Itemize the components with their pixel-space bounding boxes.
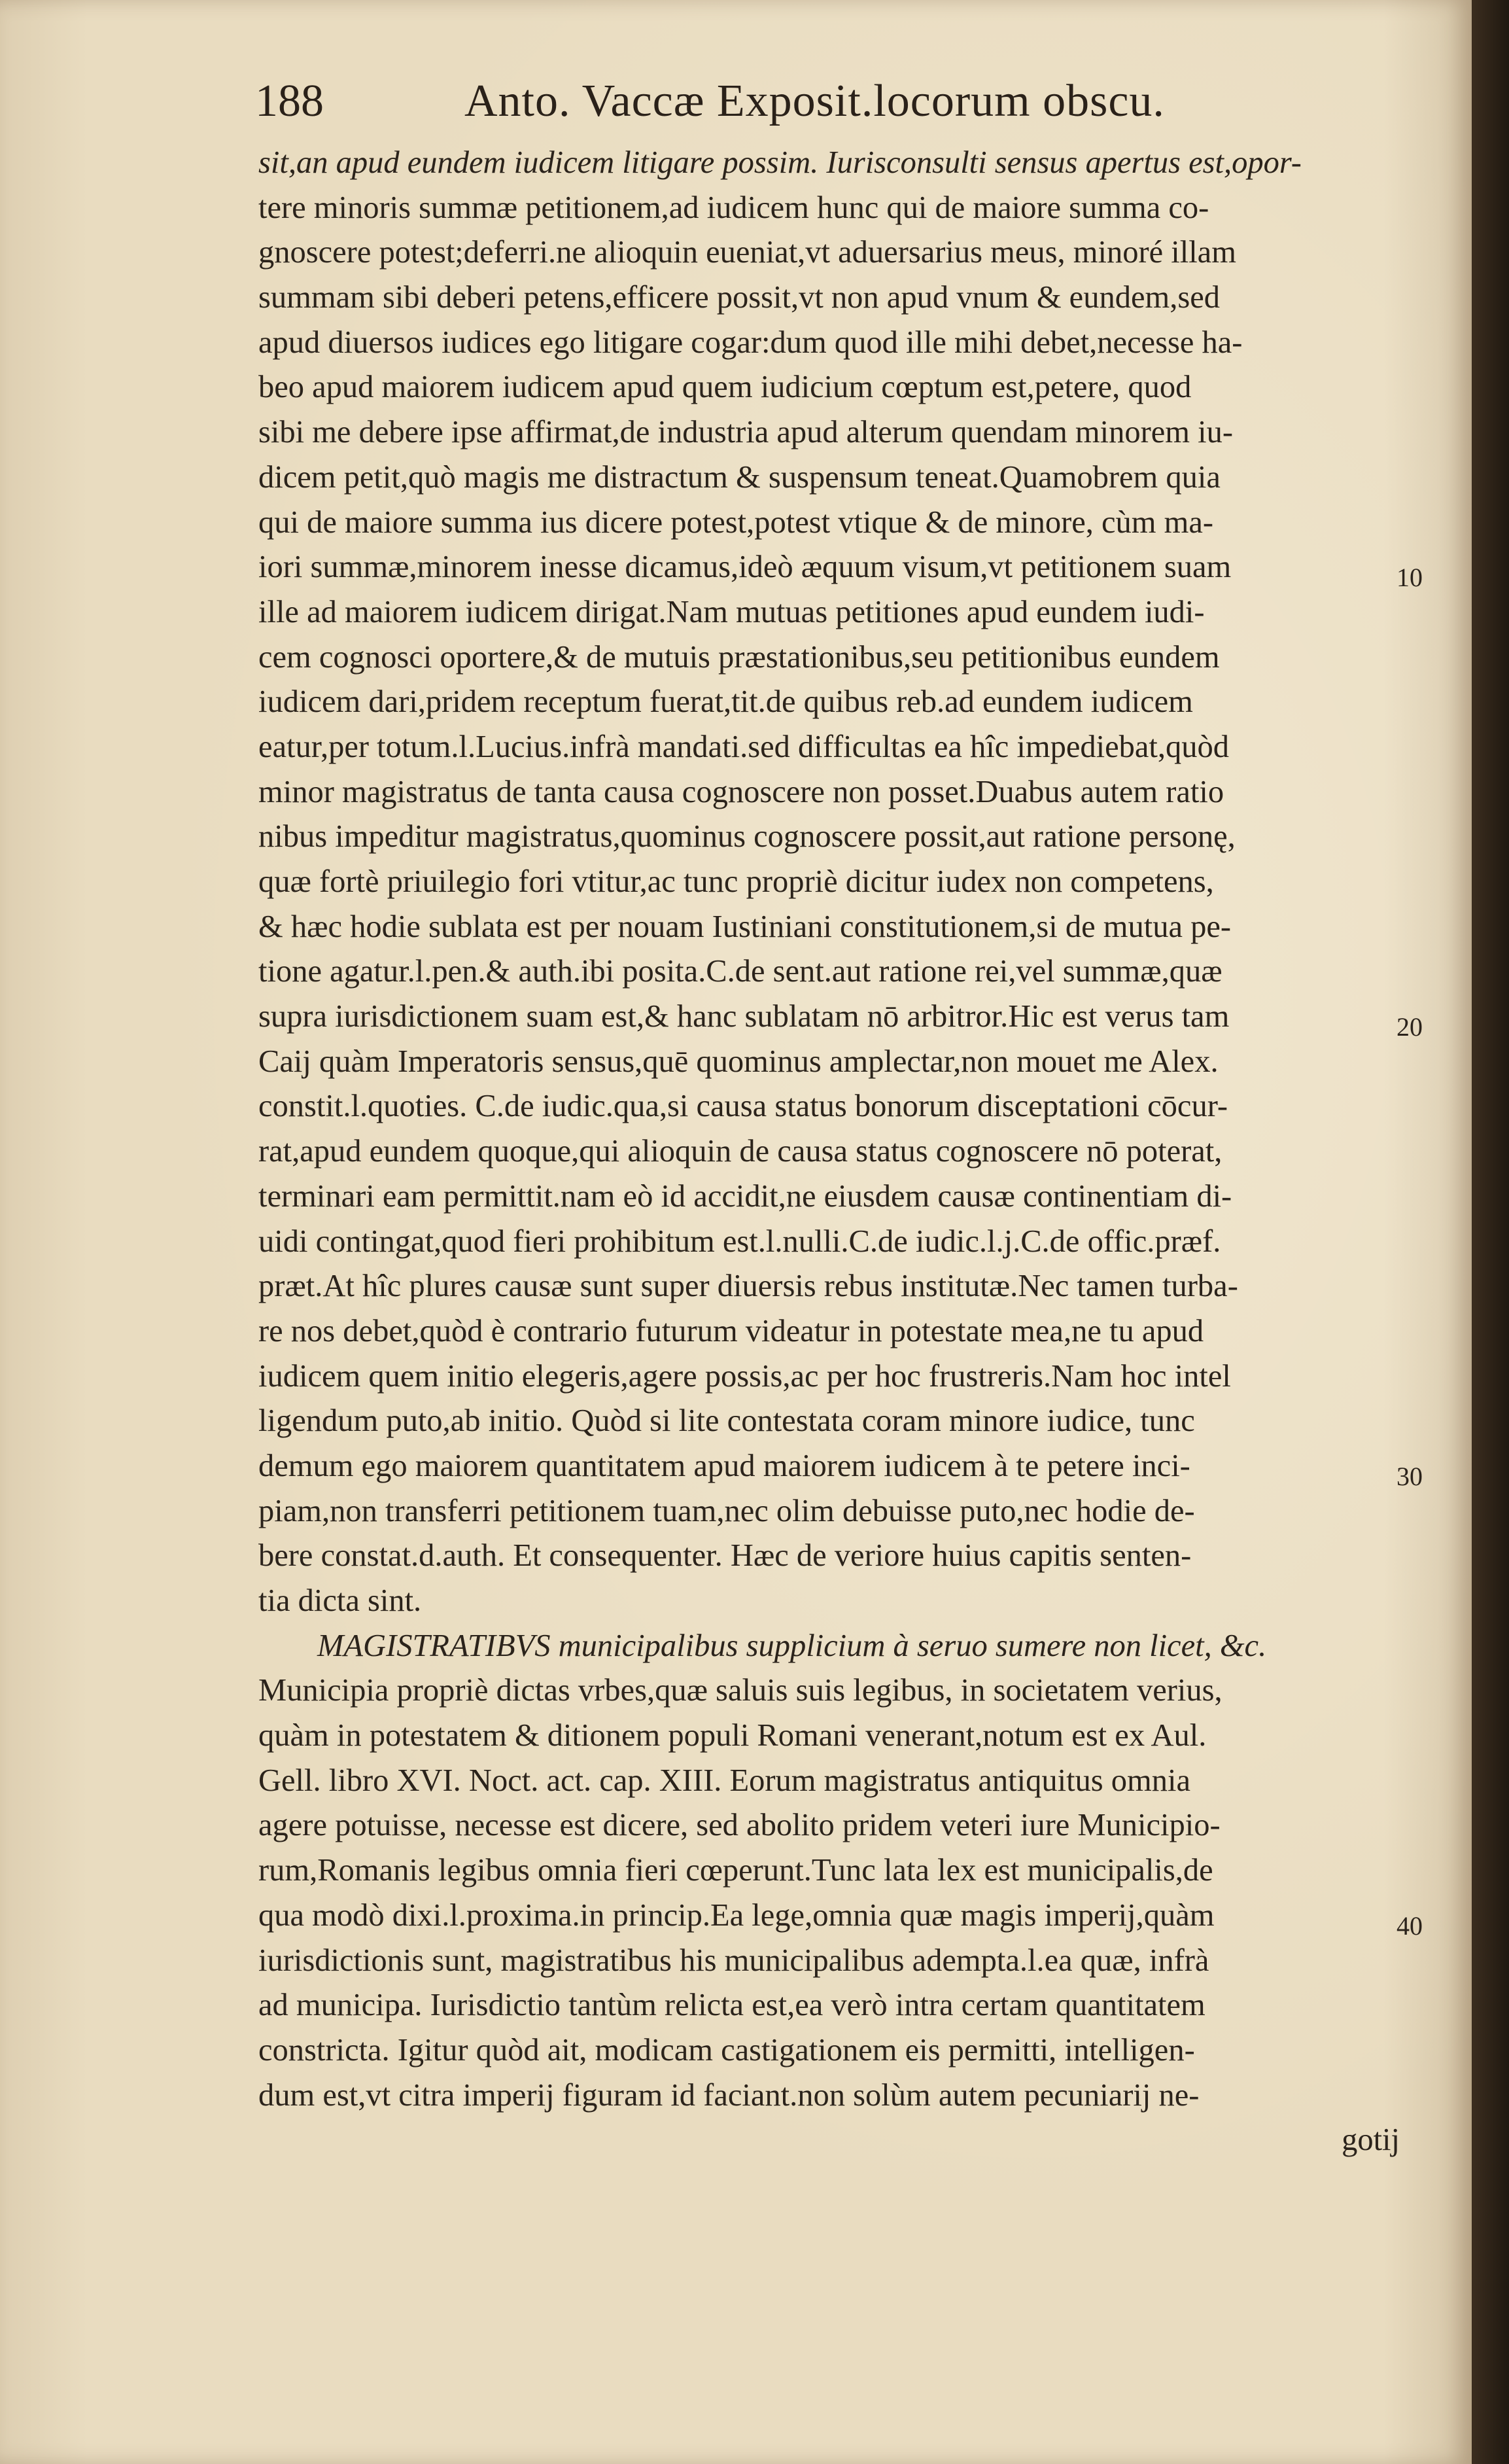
- section-heading-line: MAGISTRATIBVS municipalibus supplicium à seruo sumere non licet, &c.: [317, 1628, 1267, 1663]
- text-line: constit.l.quoties. C.de iudic.qua,si causa status bonorum disceptationi cōcur-: [258, 1089, 1228, 1124]
- text-line: piam,non transferri petitionem tuam,nec olim debuisse puto,nec hodie de-: [258, 1493, 1195, 1528]
- text-line: præt.At hîc plures causæ sunt super diuersis rebus institutæ.Nec tamen turba-: [258, 1269, 1238, 1304]
- text-line: iurisdictionis sunt, magistratibus his municipalibus adempta.l.ea quæ, infrà: [258, 1943, 1209, 1978]
- book-spine-edge: [1472, 0, 1509, 2464]
- text-line: rat,apud eundem quoque,qui alioquin de causa status cognoscere nō poterat,: [258, 1134, 1223, 1169]
- line-number-20: 20: [1396, 1012, 1423, 1042]
- text-line: qua modò dixi.l.proxima.in princip.Ea lege,omnia quæ magis imperij,quàm: [258, 1897, 1215, 1933]
- text-line: quæ fortè priuilegio fori vtitur,ac tunc propriè dicitur iudex non competens,: [258, 864, 1214, 899]
- text-line: minor magistratus de tanta causa cognoscere non posset.Duabus autem ratio: [258, 774, 1224, 809]
- text-line: summam sibi deberi petens,efficere possit,vt non apud vnum & eundem,sed: [258, 280, 1220, 315]
- text-line: ad municipa. Iurisdictio tantùm relicta est,ea verò intra certam quantitatem: [258, 1988, 1205, 2023]
- text-line: sibi me debere ipse affirmat,de industria apud alterum quendam minorem iu-: [258, 415, 1234, 450]
- text-line: uidi contingat,quod fieri prohibitum est.l.nulli.C.de iudic.l.j.C.de offic.præf.: [258, 1223, 1221, 1259]
- text-line: iudicem quem initio elegeris,agere possis,ac per hoc frustreris.Nam hoc intel: [258, 1358, 1231, 1394]
- line-number-40: 40: [1396, 1911, 1423, 1941]
- text-line: supra iurisdictionem suam est,& hanc sublatam nō arbitror.Hic est verus tam: [258, 999, 1230, 1034]
- line-number-30: 30: [1396, 1462, 1423, 1491]
- text-line: ligendum puto,ab initio. Quòd si lite contestata coram minore iudice, tunc: [258, 1403, 1195, 1439]
- text-line: constricta. Igitur quòd ait, modicam castigationem eis permitti, intelligen-: [258, 2032, 1195, 2068]
- text-line: rum,Romanis legibus omnia fieri cœperunt.Tunc lata lex est municipalis,de: [258, 1853, 1213, 1888]
- text-line: demum ego maiorem quantitatem apud maiorem iudicem à te petere inci-: [258, 1448, 1190, 1483]
- page-header: [255, 72, 1380, 131]
- text-line: ille ad maiorem iudicem dirigat.Nam mutuas petitiones apud eundem iudi-: [258, 594, 1205, 629]
- text-line: eatur,per totum.l.Lucius.infrà mandati.sed difficultas ea hîc impediebat,quòd: [258, 729, 1230, 764]
- line-number-10: 10: [1396, 563, 1423, 592]
- text-line: re nos debet,quòd è contrario futurum videatur in potestate mea,ne tu apud: [258, 1313, 1204, 1348]
- text-line: tia dicta sint.: [258, 1583, 422, 1618]
- text-line: tere minoris summæ petitionem,ad iudicem hunc qui de maiore summa co-: [258, 190, 1209, 225]
- text-line: agere potuisse, necesse est dicere, sed abolito pridem veteri iure Municipio-: [258, 1808, 1221, 1843]
- text-line: bere constat.d.auth. Et consequenter. Hæc de veriore huius capitis senten-: [258, 1538, 1192, 1574]
- text-line: cem cognosci oportere,& de mutuis præstationibus,seu petitionibus eundem: [258, 639, 1220, 675]
- text-line: iudicem dari,pridem receptum fuerat,tit.de quibus reb.ad eundem iudicem: [258, 684, 1193, 720]
- text-line: dum est,vt citra imperij figuram id faciant.non solùm autem pecuniarij ne-: [258, 2077, 1200, 2113]
- text-line: beo apud maiorem iudicem apud quem iudicium cœptum est,petere, quod: [258, 370, 1192, 405]
- text-line: Gell. libro XVI. Noct. act. cap. XIII. Eorum magistratus antiquitus omnia: [258, 1763, 1191, 1798]
- text-line: quàm in potestatem & ditionem populi Romani venerant,notum est ex Aul.: [258, 1718, 1207, 1753]
- running-title: Anto. Vaccæ Exposit.locorum obscu.: [464, 76, 1165, 126]
- text-line: terminari eam permittit.nam eò id accidit,ne eiusdem causæ continentiam di-: [258, 1178, 1232, 1214]
- text-line: tione agatur.l.pen.& auth.ibi posita.C.de sent.aut ratione rei,vel summæ,quæ: [258, 954, 1223, 989]
- text-line: gnoscere potest;deferri.ne alioquin eueniat,vt aduersarius meus, minoré illam: [258, 235, 1236, 270]
- text-line: dicem petit,quò magis me distractum & suspensum teneat.Quamobrem quia: [258, 459, 1221, 495]
- text-line: sit,an apud eundem iudicem litigare possim. Iurisconsulti sensus apertus est,opor-: [258, 145, 1302, 180]
- text-line: Municipia propriè dictas vrbes,quæ saluis suis legibus, in societatem verius,: [258, 1673, 1223, 1708]
- page-number: 188: [255, 76, 324, 126]
- text-line: qui de maiore summa ius dicere potest,potest vtique & de minore, cùm ma-: [258, 504, 1214, 540]
- text-line: nibus impeditur magistratus,quominus cognoscere possit,aut ratione personę,: [258, 819, 1236, 854]
- text-line: iori summæ,minorem inesse dicamus,ideò æquum visum,vt petitionem suam: [258, 550, 1232, 585]
- text-line: Caij quàm Imperatoris sensus,quē quominus amplectar,non mouet me Alex.: [258, 1044, 1219, 1079]
- catchword: gotij: [1342, 2122, 1400, 2158]
- text-block: [258, 141, 1406, 2163]
- text-line: apud diuersos iudices ego litigare cogar:dum quod ille mihi debet,necesse ha-: [258, 325, 1243, 360]
- text-line: & hæc hodie sublata est per nouam Iustiniani constitutionem,si de mutua pe-: [258, 909, 1232, 944]
